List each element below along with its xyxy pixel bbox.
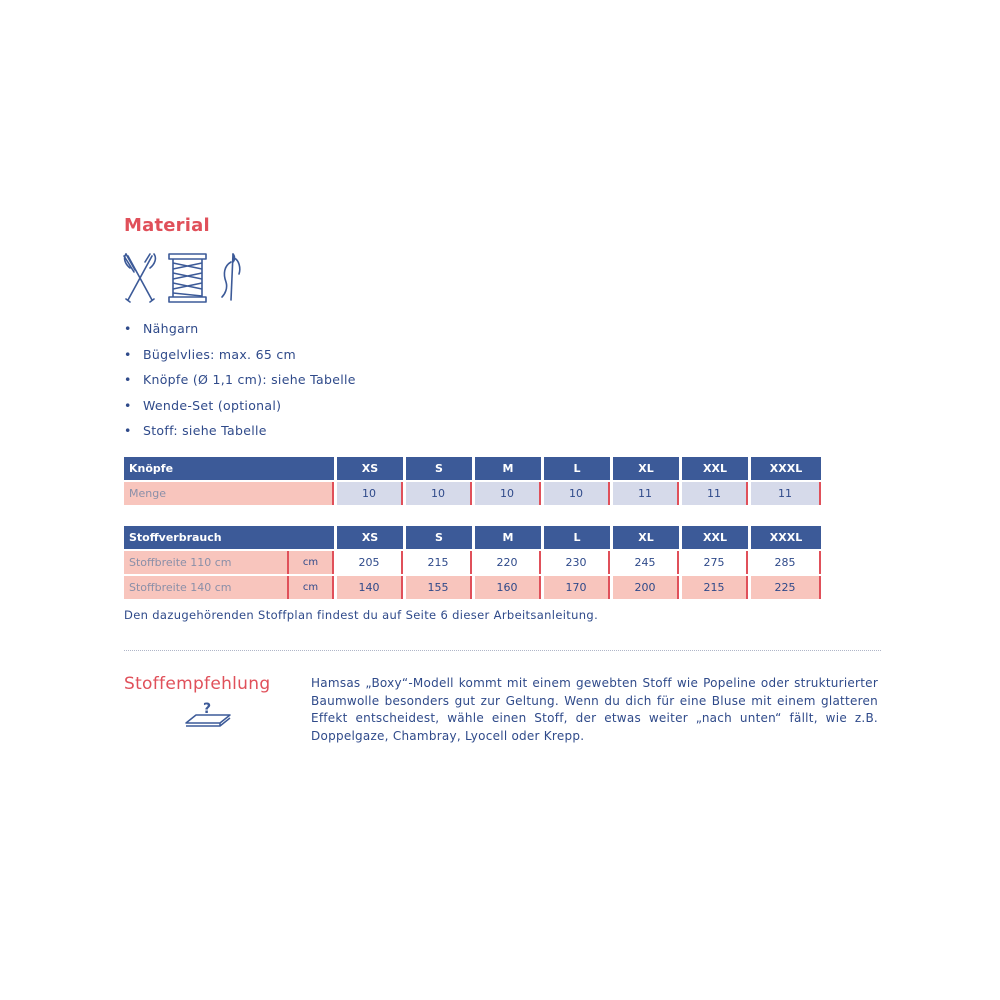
material-item: Knöpfe (Ø 1,1 cm): siehe Tabelle: [143, 372, 356, 387]
fabric-plan-note: Den dazugehörenden Stoffplan findest du auf Seite 6 dieser Arbeitsanleitung.: [124, 608, 599, 622]
size-header: XXXL: [751, 457, 821, 480]
table-header-label: Knöpfe: [124, 457, 334, 480]
divider: [124, 650, 881, 651]
row-unit: cm: [289, 551, 334, 574]
table-row: [124, 482, 821, 505]
material-item: Nähgarn: [143, 321, 199, 336]
row-unit: cm: [289, 576, 334, 599]
table-cell: 160: [475, 576, 541, 599]
size-header: L: [544, 526, 610, 549]
table-cell: 205: [337, 551, 403, 574]
list-item: [124, 342, 524, 368]
material-icons: [122, 252, 247, 304]
table-cell: 230: [544, 551, 610, 574]
row-label: Stoffbreite 140 cm: [124, 576, 289, 599]
material-heading: Material: [124, 215, 210, 236]
table-cell: 225: [751, 576, 821, 599]
buttons-table: [124, 457, 821, 505]
thread-spool-icon: [167, 252, 209, 304]
size-header: S: [406, 457, 472, 480]
table-cell: 10: [544, 482, 610, 505]
size-header: XL: [613, 457, 679, 480]
fabric-table: [124, 526, 821, 599]
table-cell: 275: [682, 551, 748, 574]
table-cell: 10: [337, 482, 403, 505]
table-cell: 200: [613, 576, 679, 599]
table-cell: 11: [613, 482, 679, 505]
bullet: •: [124, 346, 132, 362]
list-item: [124, 418, 524, 444]
fabric-question-icon: [184, 695, 232, 729]
size-header: XXXL: [751, 526, 821, 549]
list-item: [124, 316, 524, 342]
bullet: •: [124, 321, 132, 336]
table-header-label: Stoffverbrauch: [124, 526, 334, 549]
svg-text:?: ?: [203, 701, 212, 717]
table-cell: 11: [682, 482, 748, 505]
size-header: XXL: [682, 457, 748, 480]
bullet: •: [124, 423, 132, 438]
table-row: [124, 576, 821, 599]
recommendation-heading: Stoffempfehlung: [124, 674, 271, 694]
table-cell: 245: [613, 551, 679, 574]
size-header: M: [475, 457, 541, 480]
bullet: •: [124, 372, 132, 387]
row-label: Menge: [124, 482, 334, 505]
table-cell: 215: [682, 576, 748, 599]
table-cell: 285: [751, 551, 821, 574]
table-cell: 155: [406, 576, 472, 599]
needle-icon: [220, 252, 244, 304]
material-item: Wende-Set (optional): [143, 397, 282, 413]
size-header: XS: [337, 526, 403, 549]
size-header: XS: [337, 457, 403, 480]
table-cell: 170: [544, 576, 610, 599]
table-cell: 215: [406, 551, 472, 574]
size-header: XXL: [682, 526, 748, 549]
table-cell: 140: [337, 576, 403, 599]
table-cell: 220: [475, 551, 541, 574]
table-cell: 11: [751, 482, 821, 505]
material-item: Stoff: siehe Tabelle: [143, 423, 267, 438]
list-item: [124, 367, 524, 393]
size-header: M: [475, 526, 541, 549]
size-header: XL: [613, 526, 679, 549]
row-label: Stoffbreite 110 cm: [124, 551, 289, 574]
material-item: Bügelvlies: max. 65 cm: [143, 346, 297, 362]
recommendation-text: Hamsas „Boxy“-Modell kommt mit einem gewebten Stoff wie Popeline oder strukturierter Baumwolle besonders gut zur Geltung. Wenn du dich für eine Bluse mit einem glatteren Effekt entscheidest, wähle einen Stoff, der etwas weiter „nach unten“ fällt, wie z.B. Doppelgaze, Chambray, Lyocell oder Krepp.: [311, 676, 878, 743]
table-row: [124, 551, 821, 574]
bullet: •: [124, 397, 132, 413]
table-cell: 10: [406, 482, 472, 505]
list-item: [124, 393, 524, 419]
size-header: L: [544, 457, 610, 480]
size-header: S: [406, 526, 472, 549]
table-cell: 10: [475, 482, 541, 505]
material-list: [124, 316, 524, 444]
